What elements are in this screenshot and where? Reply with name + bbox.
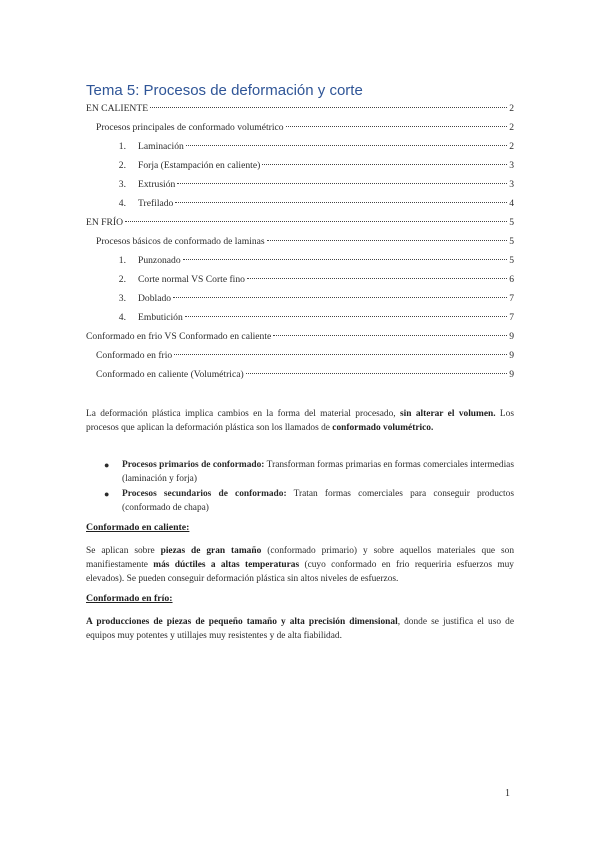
caliente-text-3: (cuyo conformado en frio requeriria esfuerzos muy elevados). Se pueden conseguir deformación plástica sin altos niveles de esfuerzos. <box>86 560 514 584</box>
toc-entry-label: Trefilado <box>138 198 174 209</box>
page-number: 1 <box>505 788 510 799</box>
toc-dot-leader <box>262 164 507 165</box>
toc-dot-leader <box>175 202 507 203</box>
intro-text-1: La deformación plástica implica cambios en la forma del material procesado, <box>86 409 401 419</box>
toc-entry-label: Corte normal VS Corte fino <box>138 274 245 285</box>
toc-dot-leader <box>246 373 508 374</box>
toc-entry-page: 5 <box>509 255 514 266</box>
toc-entry-page: 2 <box>509 103 514 114</box>
toc-entry-page: 9 <box>509 331 514 342</box>
toc-dot-leader <box>185 316 507 317</box>
toc-entry[interactable] <box>86 331 514 347</box>
bullet-bold: Procesos primarios de conformado: <box>122 460 265 470</box>
frio-text-1: , donde se justifica el uso de equipos muy potentes y utillajes muy resistentes y de alta fiabilidad. <box>86 617 514 641</box>
toc-entry-label: EN CALIENTE <box>86 103 149 114</box>
toc-entry-number: 4. <box>118 312 126 323</box>
toc-entry-label: Punzonado <box>138 255 181 266</box>
bullet-bold: Procesos secundarios de conformado: <box>122 489 287 499</box>
toc-entry-label: Procesos básicos de conformado de laminas <box>96 236 265 247</box>
caliente-text-2: (conformado primario) y sobre aquellos materiales que son manifiestamente <box>86 546 515 570</box>
toc-dot-leader <box>286 126 508 127</box>
toc-entry[interactable] <box>86 103 514 119</box>
caliente-text-1: Se aplican sobre <box>86 546 161 556</box>
toc-dot-leader <box>173 297 507 298</box>
toc-entry[interactable] <box>86 274 514 290</box>
toc-entry-label: Conformado en caliente (Volumétrica) <box>96 369 244 380</box>
toc-entry[interactable] <box>86 312 514 328</box>
toc-dot-leader <box>186 145 507 146</box>
toc-entry[interactable] <box>86 369 514 385</box>
toc-entry[interactable] <box>86 350 514 366</box>
caliente-bold-2: más dúctiles a altas temperaturas <box>153 560 300 570</box>
page-title: Tema 5: Procesos de deformación y corte <box>86 82 363 99</box>
toc-entry-page: 2 <box>509 141 514 152</box>
toc-entry[interactable] <box>86 255 514 271</box>
toc-entry-page: 2 <box>509 122 514 133</box>
toc-entry-page: 9 <box>509 350 514 361</box>
toc-entry[interactable] <box>86 179 514 195</box>
toc-entry-label: Procesos principales de conformado volumétrico <box>96 122 284 133</box>
bullet-icon: ● <box>104 460 110 470</box>
toc-entry-label: EN FRÍO <box>86 217 124 228</box>
toc-entry-number: 3. <box>118 179 126 190</box>
toc-dot-leader <box>273 335 507 336</box>
toc-entry-page: 9 <box>509 369 514 380</box>
caliente-bold-1: piezas de gran tamaño <box>160 546 262 556</box>
toc-entry-label: Laminación <box>138 141 184 152</box>
toc-entry[interactable] <box>86 293 514 309</box>
toc-dot-leader <box>247 278 507 279</box>
toc-entry-page: 4 <box>509 198 514 209</box>
section-heading-frio: Conformado en frío: <box>86 593 173 604</box>
toc-entry-page: 3 <box>509 160 514 171</box>
toc-dot-leader <box>177 183 507 184</box>
intro-text-2: Los procesos que aplican la deformación plástica son los llamados de <box>86 409 514 433</box>
intro-bold-1: sin alterar el volumen. <box>400 409 496 419</box>
toc-entry-page: 7 <box>509 293 514 304</box>
toc-dot-leader <box>150 107 507 108</box>
caliente-paragraph <box>86 544 514 586</box>
toc-entry-label: Doblado <box>138 293 172 304</box>
toc-entry[interactable] <box>86 198 514 214</box>
toc-entry[interactable] <box>86 236 514 252</box>
toc-entry-number: 3. <box>118 293 126 304</box>
toc-entry-page: 7 <box>509 312 514 323</box>
bullet-text: Tratan formas comerciales para conseguir productos (conformado de chapa) <box>122 489 514 513</box>
toc-entry-label: Extrusión <box>138 179 176 190</box>
toc-entry-label: Embutición <box>138 312 183 323</box>
toc-dot-leader <box>174 354 507 355</box>
toc-entry-label: Forja (Estampación en caliente) <box>138 160 261 171</box>
toc-entry-page: 5 <box>509 236 514 247</box>
toc-entry-label: Conformado en frio <box>96 350 173 361</box>
bullet-text: Transforman formas primarias en formas comerciales intermedias (laminación y forja) <box>122 460 514 484</box>
list-item <box>104 458 514 486</box>
toc-entry[interactable] <box>86 160 514 176</box>
frio-bold-1: A producciones de piezas de pequeño tamaño y alta precisión dimensional <box>86 617 398 627</box>
list-item <box>104 487 514 515</box>
toc-dot-leader <box>125 221 507 222</box>
frio-paragraph <box>86 615 514 643</box>
toc-entry-page: 5 <box>509 217 514 228</box>
toc-entry-page: 6 <box>509 274 514 285</box>
toc-dot-leader <box>267 240 508 241</box>
toc-entry-number: 1. <box>118 255 126 266</box>
toc-entry-label: Conformado en frio VS Conformado en caliente <box>86 331 272 342</box>
section-heading-caliente: Conformado en caliente: <box>86 522 190 533</box>
intro-paragraph <box>86 407 514 435</box>
intro-bold-2: conformado volumétrico. <box>332 423 434 433</box>
toc-entry-number: 2. <box>118 274 126 285</box>
toc-entry[interactable] <box>86 122 514 138</box>
bullet-icon: ● <box>104 489 110 499</box>
toc-entry[interactable] <box>86 217 514 233</box>
toc-dot-leader <box>183 259 508 260</box>
toc-entry-number: 1. <box>118 141 126 152</box>
toc-entry-number: 2. <box>118 160 126 171</box>
toc-entry[interactable] <box>86 141 514 157</box>
toc-entry-page: 3 <box>509 179 514 190</box>
toc-entry-number: 4. <box>118 198 126 209</box>
